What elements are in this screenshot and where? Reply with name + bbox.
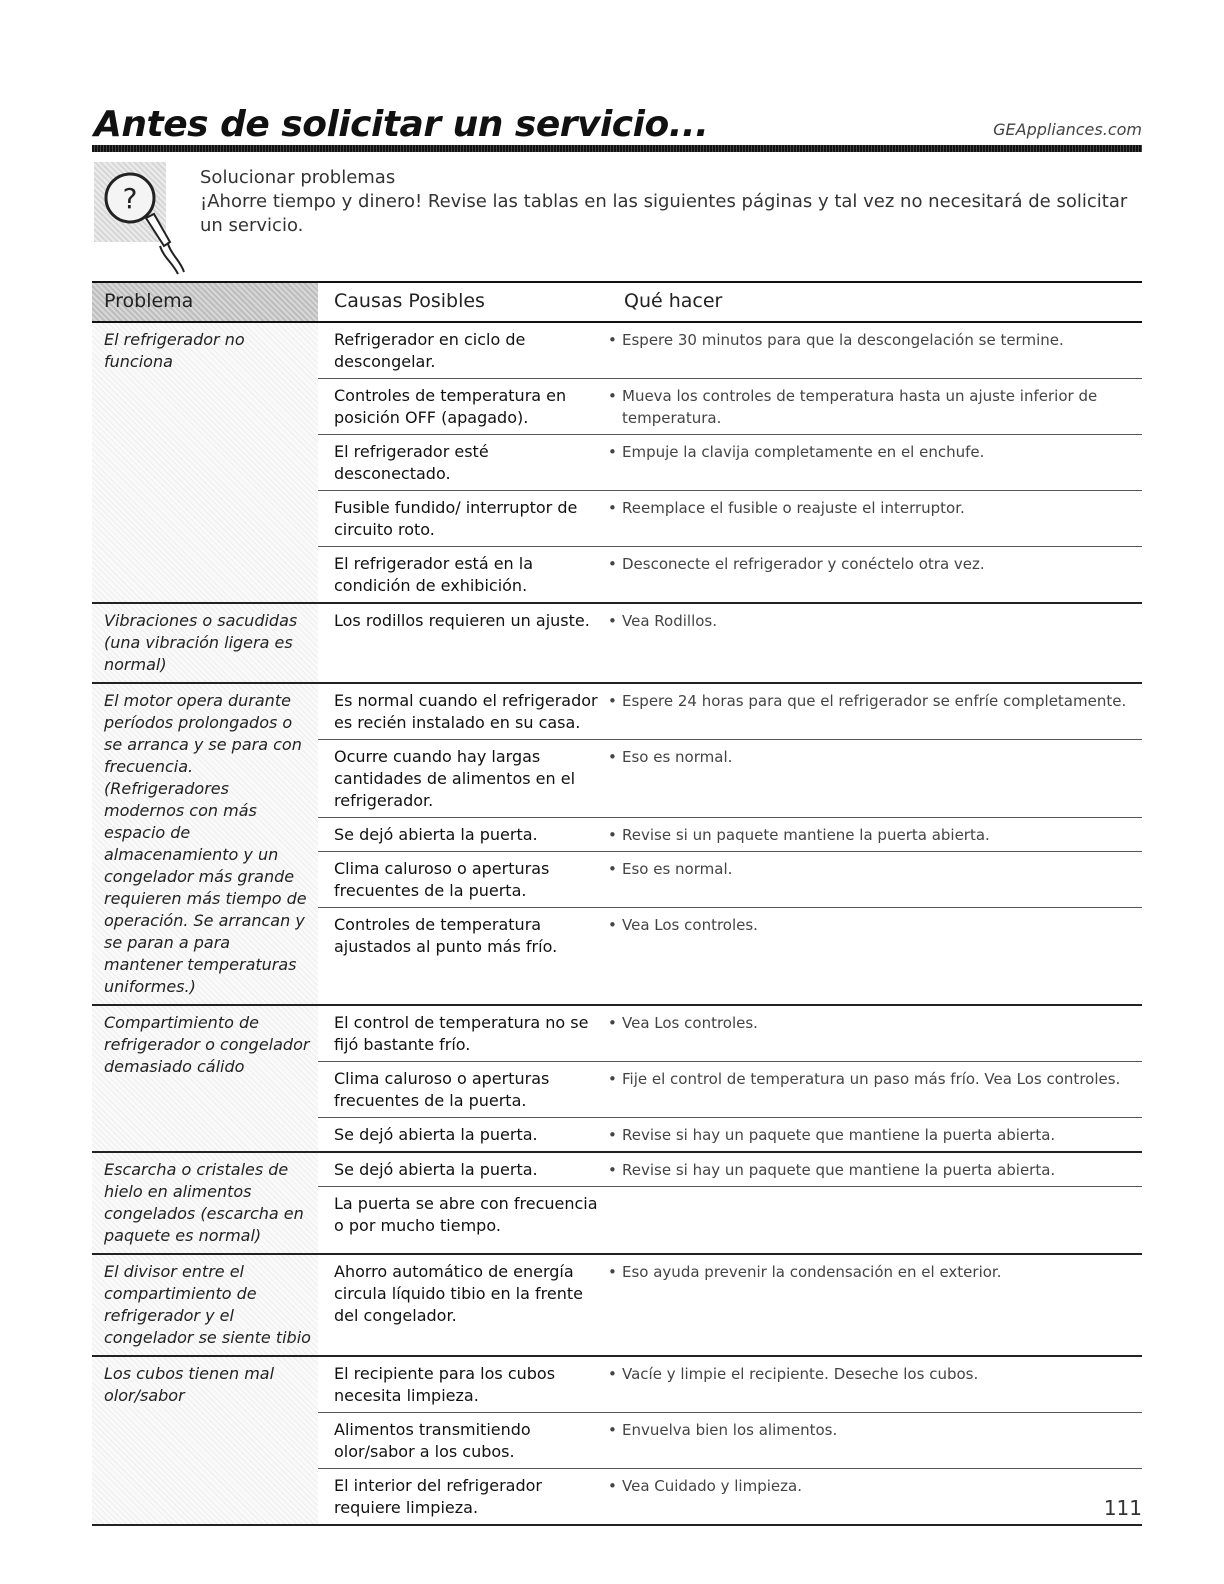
cause-rows [318, 684, 1142, 1004]
page-number: 111 [1103, 1496, 1142, 1520]
todo-cell [608, 818, 1142, 851]
problem-cell: Compartimiento de refrigerador o congelador demasiado cálido [92, 1006, 318, 1151]
cause-cell: Controles de temperatura ajustados al punto más frío. [334, 915, 558, 956]
cause-rows [318, 1006, 1142, 1151]
table-row [318, 378, 1142, 434]
svg-text:?: ? [122, 182, 138, 215]
bullet-icon: • [608, 826, 617, 844]
todo-text: Espere 30 minutos para que la descongelación se termine. [622, 331, 1064, 349]
table-row [318, 323, 1142, 378]
todo-text: Revise si hay un paquete que mantiene la puerta abierta. [622, 1126, 1056, 1144]
todo-cell [608, 491, 1142, 546]
table-row [318, 817, 1142, 851]
bullet-icon: • [608, 443, 617, 461]
table-body [92, 323, 1142, 1526]
todo-text: Espere 24 horas para que el refrigerador se enfríe completamente. [622, 692, 1127, 710]
bullet-icon: • [608, 748, 617, 766]
title-rule [92, 145, 1142, 152]
table-row [318, 1255, 1142, 1332]
todo-text: Reemplace el fusible o reajuste el interruptor. [622, 499, 965, 517]
intro-heading: Solucionar problemas [200, 167, 396, 188]
todo-text: Revise si hay un paquete que mantiene la puerta abierta. [622, 1161, 1056, 1179]
cause-cell: El interior del refrigerador requiere limpieza. [334, 1476, 542, 1517]
cause-cell: Refrigerador en ciclo de descongelar. [334, 330, 526, 371]
intro-body: ¡Ahorre tiempo y dinero! Revise las tablas en las siguientes páginas y tal vez no necesitará de solicitar un servicio. [200, 191, 1128, 236]
cause-cell: La puerta se abre con frecuencia o por mucho tiempo. [334, 1194, 598, 1235]
table-row [318, 1117, 1142, 1151]
todo-text: Fije el control de temperatura un paso más frío. Vea Los controles. [622, 1070, 1121, 1088]
todo-cell [608, 1413, 1142, 1468]
table-header [92, 281, 1142, 323]
intro-text [200, 166, 1150, 238]
bullet-icon: • [608, 1126, 617, 1144]
todo-cell [608, 435, 1142, 490]
bullet-icon: • [608, 1421, 617, 1439]
table-row [318, 1186, 1142, 1242]
table-row [318, 907, 1142, 963]
todo-cell [608, 908, 1142, 963]
cause-cell: Es normal cuando el refrigerador es recién instalado en su casa. [334, 691, 598, 732]
todo-cell [608, 1118, 1142, 1151]
todo-cell [608, 684, 1142, 739]
table-row [318, 434, 1142, 490]
problem-cell: Los cubos tienen mal olor/sabor [92, 1357, 318, 1524]
bullet-icon: • [608, 1477, 617, 1495]
bullet-icon: • [608, 1014, 617, 1032]
problem-group [92, 323, 1142, 604]
cause-cell: Se dejó abierta la puerta. [334, 1160, 538, 1179]
todo-cell [608, 1357, 1142, 1412]
header-causes: Causas Posibles [334, 290, 485, 312]
todo-text: Vea Los controles. [622, 1014, 758, 1032]
todo-cell [608, 379, 1142, 434]
bullet-icon: • [608, 1365, 617, 1383]
cause-rows [318, 1357, 1142, 1524]
cause-rows [318, 1153, 1142, 1253]
header-problem-cell [92, 283, 318, 321]
table-row [318, 684, 1142, 739]
table-row [318, 1468, 1142, 1524]
todo-text: Vea Los controles. [622, 916, 758, 934]
cause-cell: Fusible fundido/ interruptor de circuito roto. [334, 498, 578, 539]
problem-group [92, 1255, 1142, 1357]
troubleshooting-table [92, 281, 1142, 1526]
todo-cell [608, 740, 1142, 817]
bullet-icon: • [608, 612, 617, 630]
table-row [318, 604, 1142, 637]
todo-text: Eso es normal. [622, 860, 733, 878]
todo-text: Mueva los controles de temperatura hasta un ajuste inferior de temperatura. [622, 387, 1098, 427]
cause-cell: Clima caluroso o aperturas frecuentes de la puerta. [334, 1069, 550, 1110]
header-what-to-do: Qué hacer [624, 290, 723, 312]
todo-cell [608, 1153, 1142, 1186]
header-problem: Problema [104, 290, 194, 312]
todo-cell [608, 1255, 1142, 1332]
todo-text: Vacíe y limpie el recipiente. Deseche los cubos. [622, 1365, 979, 1383]
problem-cell: Escarcha o cristales de hielo en alimentos congelados (escarcha en paquete es normal) [92, 1153, 318, 1253]
todo-text: Vea Rodillos. [622, 612, 717, 630]
table-row [318, 1357, 1142, 1412]
table-row [318, 1061, 1142, 1117]
todo-cell [608, 1062, 1142, 1117]
page-title: Antes de solicitar un servicio... [94, 104, 709, 145]
problem-cell: El refrigerador no funciona [92, 323, 318, 602]
cause-cell: Ahorro automático de energía circula líquido tibio en la frente del congelador. [334, 1262, 583, 1325]
todo-text: Eso ayuda prevenir la condensación en el exterior. [622, 1263, 1002, 1281]
bullet-icon: • [608, 1161, 617, 1179]
table-row [318, 1006, 1142, 1061]
cause-cell: El control de temperatura no se fijó bastante frío. [334, 1013, 589, 1054]
problem-cell: El motor opera durante períodos prolongados o se arranca y se para con frecuencia. (Refrigeradores modernos con más espacio de almacenamiento y un congelador más grande requieren más tiempo de operación. Se arrancan y se paran a para mantener temperaturas uniformes.) [92, 684, 318, 1004]
todo-cell [608, 604, 1142, 637]
site-url: GEAppliances.com [993, 120, 1142, 139]
cause-cell: Ocurre cuando hay largas cantidades de alimentos en el refrigerador. [334, 747, 576, 810]
table-row [318, 1412, 1142, 1468]
cause-cell: El refrigerador está en la condición de exhibición. [334, 554, 534, 595]
table-row [318, 1153, 1142, 1186]
problem-cell: Vibraciones o sacudidas (una vibración ligera es normal) [92, 604, 318, 682]
cause-cell: Controles de temperatura en posición OFF (apagado). [334, 386, 567, 427]
todo-text: Desconecte el refrigerador y conéctelo otra vez. [622, 555, 985, 573]
cause-rows [318, 604, 1142, 682]
cause-cell: Se dejó abierta la puerta. [334, 1125, 538, 1144]
problem-group [92, 1153, 1142, 1255]
bullet-icon: • [608, 916, 617, 934]
cause-cell: Se dejó abierta la puerta. [334, 825, 538, 844]
todo-text: Envuelva bien los alimentos. [622, 1421, 838, 1439]
todo-cell [608, 1469, 1142, 1524]
cause-cell: Clima caluroso o aperturas frecuentes de la puerta. [334, 859, 550, 900]
problem-group [92, 684, 1142, 1006]
cause-cell: Alimentos transmitiendo olor/sabor a los cubos. [334, 1420, 531, 1461]
cause-cell: El refrigerador esté desconectado. [334, 442, 489, 483]
cause-cell: Los rodillos requieren un ajuste. [334, 611, 590, 630]
problem-group [92, 1357, 1142, 1526]
todo-cell [608, 852, 1142, 907]
todo-cell [608, 547, 1142, 602]
bullet-icon: • [608, 860, 617, 878]
todo-text: Empuje la clavija completamente en el enchufe. [622, 443, 985, 461]
table-row [318, 546, 1142, 602]
bullet-icon: • [608, 499, 617, 517]
bullet-icon: • [608, 387, 617, 405]
todo-cell [608, 1006, 1142, 1061]
bullet-icon: • [608, 555, 617, 573]
problem-group [92, 1006, 1142, 1153]
todo-cell [608, 323, 1142, 378]
bullet-icon: • [608, 331, 617, 349]
todo-text: Eso es normal. [622, 748, 733, 766]
todo-cell [608, 1187, 1142, 1242]
cause-cell: El recipiente para los cubos necesita limpieza. [334, 1364, 556, 1405]
bullet-icon: • [608, 1263, 617, 1281]
problem-group [92, 604, 1142, 684]
table-row [318, 739, 1142, 817]
bullet-icon: • [608, 692, 617, 710]
table-row [318, 490, 1142, 546]
todo-text: Vea Cuidado y limpieza. [622, 1477, 802, 1495]
cause-rows [318, 323, 1142, 602]
cause-rows [318, 1255, 1142, 1355]
table-row [318, 851, 1142, 907]
bullet-icon: • [608, 1070, 617, 1088]
magnifier-question-icon [94, 162, 166, 242]
todo-text: Revise si un paquete mantiene la puerta abierta. [622, 826, 990, 844]
problem-cell: El divisor entre el compartimiento de refrigerador y el congelador se siente tibio [92, 1255, 318, 1355]
